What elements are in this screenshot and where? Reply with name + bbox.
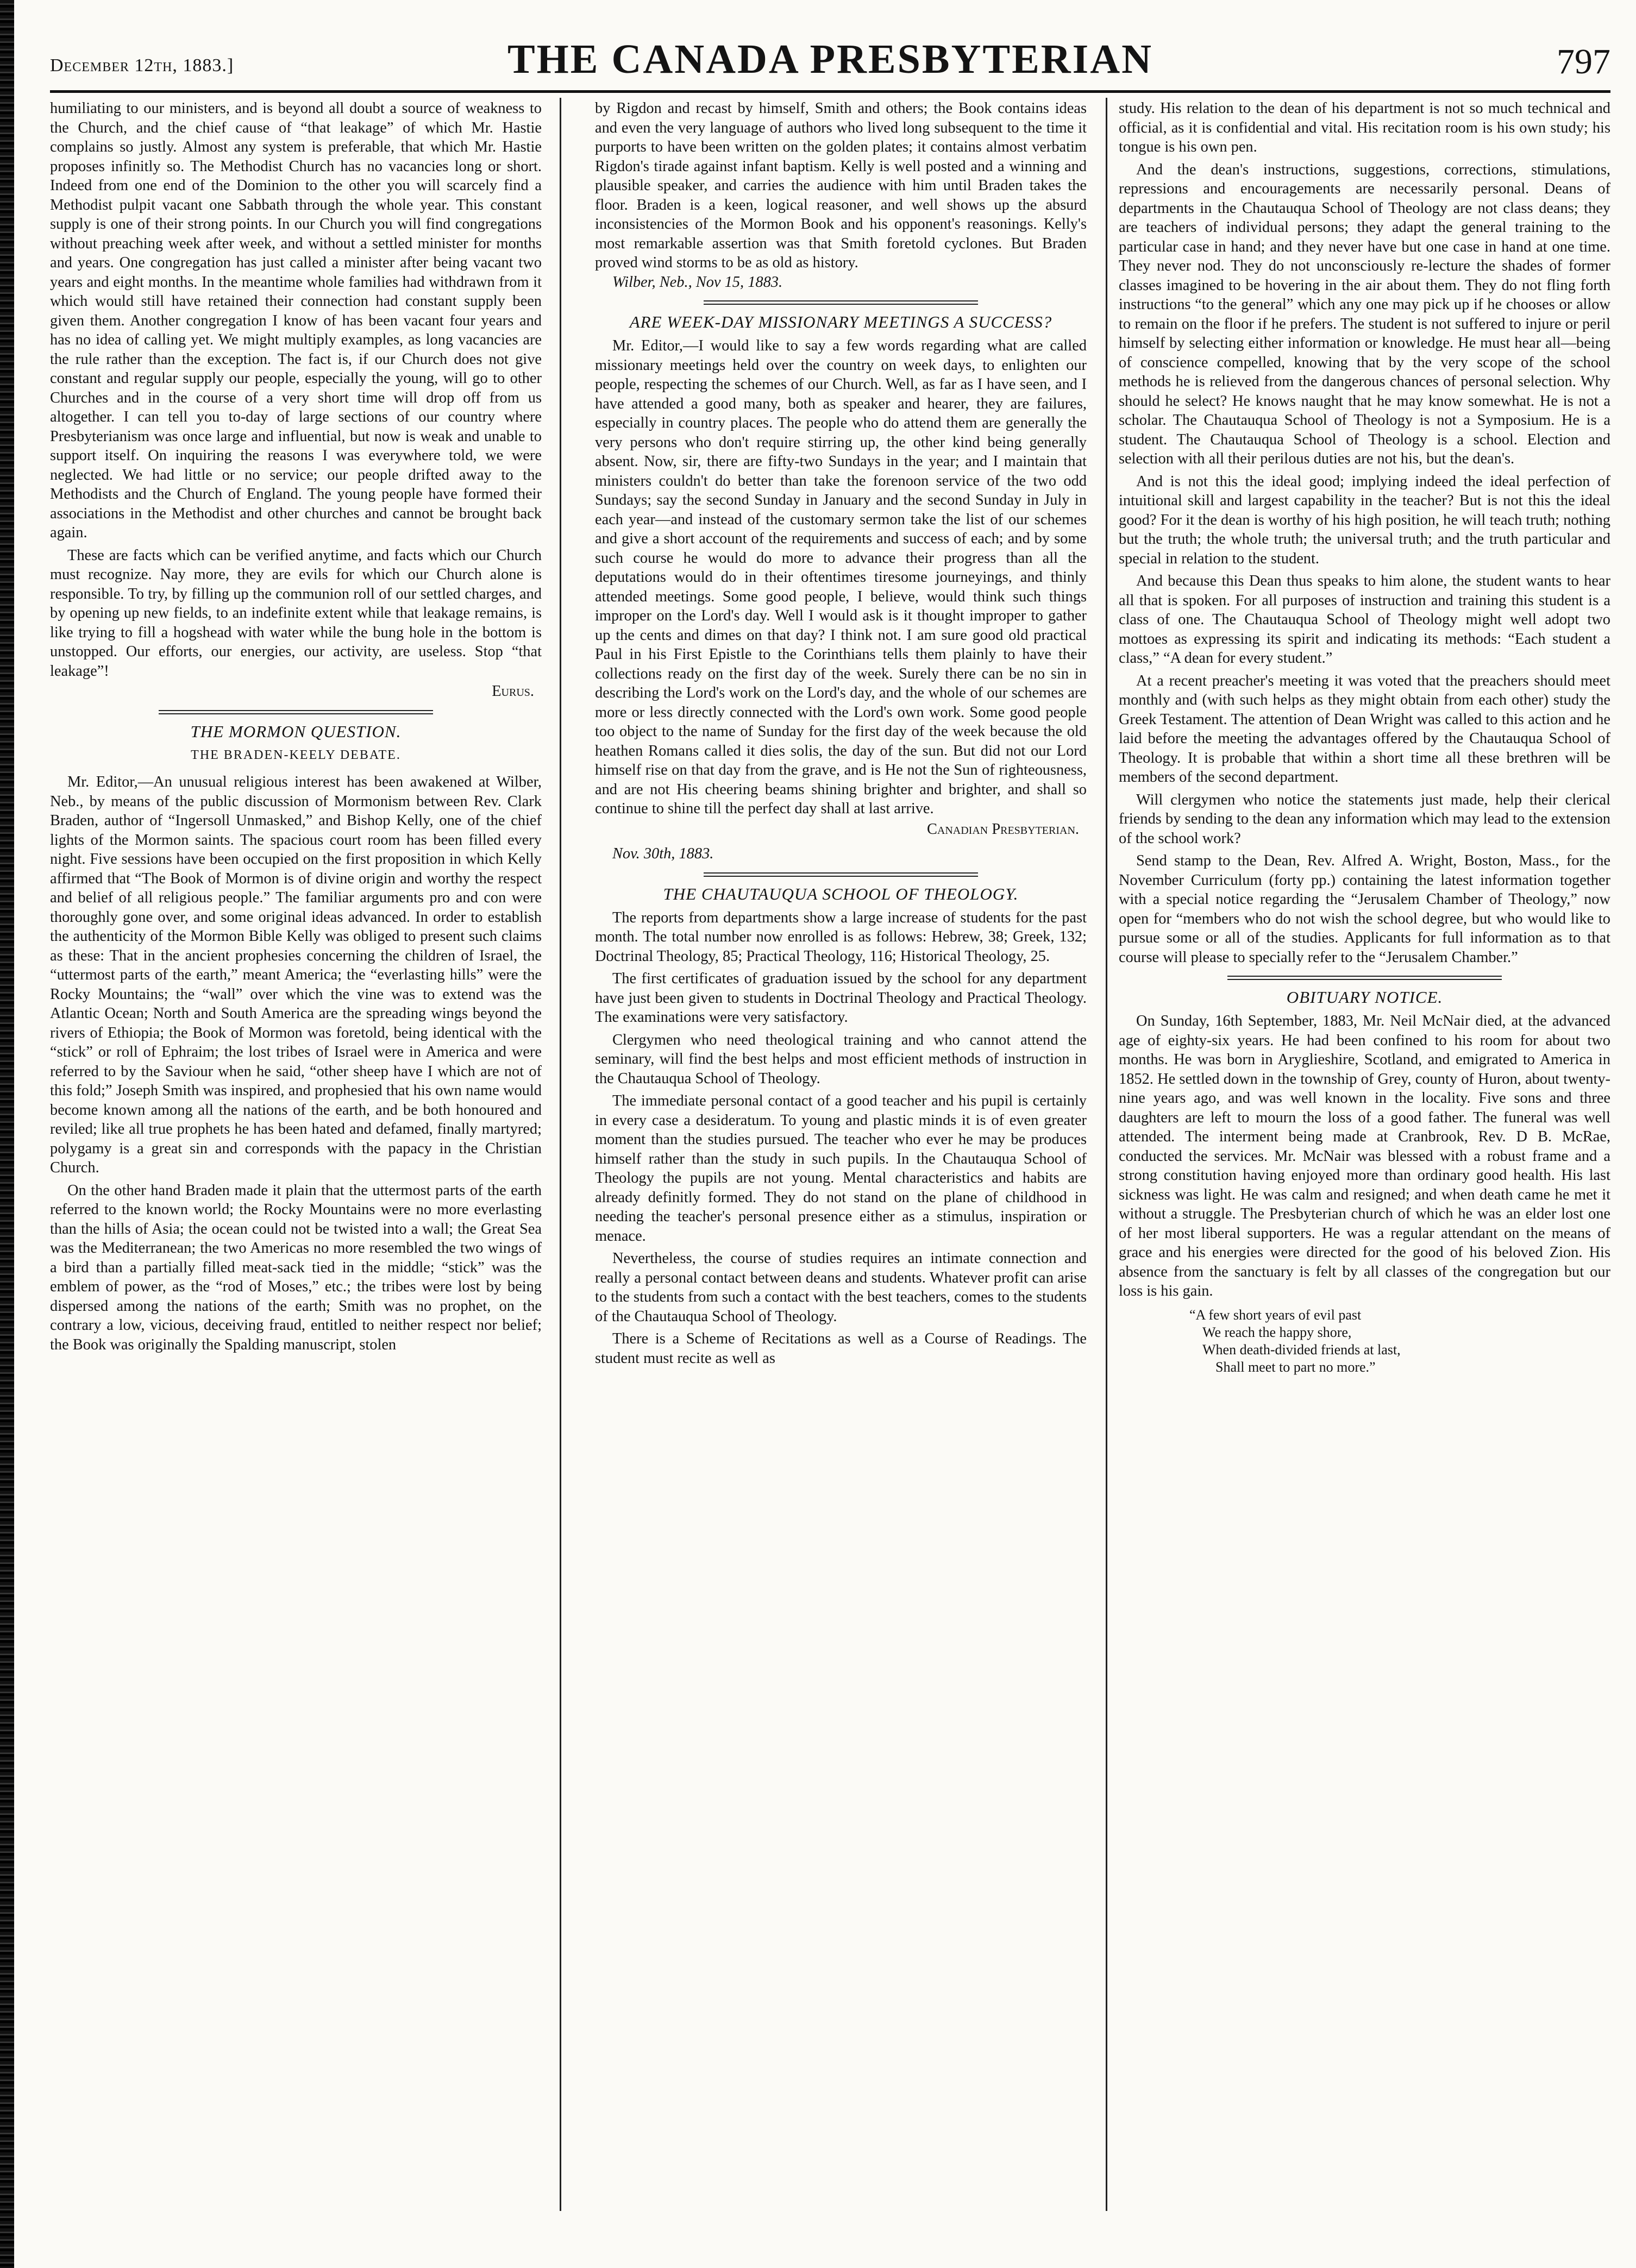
verse-line: We reach the happy shore, xyxy=(1202,1324,1352,1340)
letter-dateline: Wilber, Neb., Nov 15, 1883. xyxy=(612,273,783,291)
page-spine-edge xyxy=(0,0,14,2268)
body-paragraph: On Sunday, 16th September, 1883, Mr. Neil McNair died, at the advanced age of eighty-six years. He had been confined to his room for about two months. He was born in Aryglieshire, Scotland, and emigrated to America in 1852. He settled down in the township of Grey, county of Huron, about twenty-nine years ago, and was well known in the locality. Five sons and three daughters are left to mourn the loss of a good father. The funeral was well attended. The interment being made at Cranbrook, Rev. D B. McRae, conducted the services. Mr. McNair was blessed with a robust frame and a strong constitution having enjoyed more than ordinary good health. His last sickness was light. He was calm and resigned; and when death came he met it without a struggle. The Presbyterian church of which he was an elder lost one of her most liberal supporters. He was a regular attendant on the means of grace and his energies were directed for the good of his beloved Zion. His absence from the sanctuary is felt by all classes of the congregation but our loss is his gain. xyxy=(1119,1013,1610,1299)
section-divider xyxy=(704,300,978,305)
body-paragraph: Mr. Editor,—An unusual religious interest has been awakened at Wilber, Neb., by means of the public discussion of Mormonism between Rev. Clark Braden, author of “Ingersoll Unmasked,” and Bishop Kelly, one of the chief lights of the Mormon saints. The spacious court room has been filled every night. Five sessions have been occupied on the first proposition in which Kelly affirmed that “The Book of Mormon is of divine origin and worthy the respect and belief of all religious people.” The familiar arguments pro and con were thoroughly gone over, and some original ideas advanced. In order to establish the authenticity of the Mormon Bible Kelly was obliged to present such claims as these: That in the ancient prophesies concerning the children of Israel, the “uttermost parts of the earth,” meant America; the “everlasting hills” were the Rocky Mountains; the “wall” over which the vine was to extend was the Atlantic Ocean; North and South America are the spreading wings beyond the rivers of Ethiopia; the Book of Mormon was foretold, being identical with the “stick” or roll of Ephraim; the lost tribes of Israel were in America and were referred to by the Saviour when he said, “other sheep have I which are not of this fold;” Joseph Smith was inspired, and prophesied that his own name would become known among all the nations of the earth, and be both honoured and reviled; like all true prophets he has been hated and defamed, finally martyred; polygamy is a great sin and corresponds with the papacy in the Christian Church. xyxy=(50,774,542,1176)
issue-date: December 12th, 1883.] xyxy=(50,55,234,76)
section-divider xyxy=(704,872,978,877)
header-rule xyxy=(50,90,1610,93)
body-paragraph: And because this Dean thus speaks to him alone, the student wants to hear all that is spoken. For all purposes of instruction and training this student is a class of one. The Chautauqua School of Theology might well adopt two mottoes as expressing its spirit and indicating its methods: “Each student a class,” “A dean for every student.” xyxy=(1119,573,1610,667)
page-header xyxy=(50,32,1610,88)
letter-dateline: Nov. 30th, 1883. xyxy=(612,845,714,862)
body-paragraph: On the other hand Braden made it plain that the uttermost parts of the earth referred to the known world; the Rocky Mountains were no more everlasting than the hills of Asia; the ocean could not be twisted into a wall; the Great Sea was the Mediterranean; the two Americas no more resembled the two wings of a bird than a partially filled meat-sack tied in the middle; “stick” was the emblem of power, as the “rod of Moses,” etc.; the tribes were lost by being dispersed among the nations of the earth; Smith was no prophet, on the contrary a low, vicious, deceiving fraud, entitled to neither respect nor belief; the Book was originally the Spalding manuscript, stolen xyxy=(50,1182,542,1353)
article-title: THE CHAUTAUQUA SCHOOL OF THEOLOGY. xyxy=(663,884,1019,903)
article-title: ARE WEEK-DAY MISSIONARY MEETINGS A SUCCESS? xyxy=(629,312,1052,331)
closing-verse xyxy=(1189,1306,1610,1376)
body-paragraph: And the dean's instructions, suggestions, corrections, stimulations, repressions and encouragements are necessarily personal. Deans of departments in the Chautauqua School of Theology are not class deans; they are teachers of individual persons; they adapt the general training to the particular case in hand; and they never have but one case in hand at one time. They never nod. They do not unconsciously re-lecture the shades of former classes imagined to be hovering in the air about them. They do not fling forth instructions “to the general” which any one may pick up if he chooses or allow to remain on the floor if he prefers. The student is not suffered to injure or peril himself by selecting either information or knowledge. He must hear all—being of conscience compelled, knowing that by the very scope of the school methods he is relieved from the dangerous chances of personal selection. Why should he select? He knows naught that he may know somewhat. He is not a scholar. The Chautauqua School of Theology is not a Symposium. He is a student. The Chautauqua School of Theology is a school. Election and selection with all their perilous duties are not his, but the dean's. xyxy=(1119,161,1610,467)
letter-signature: Eurus. xyxy=(492,683,534,700)
column-3 xyxy=(1119,99,1610,1376)
letter-signature: Canadian Presbyterian. xyxy=(926,820,1079,838)
column-1 xyxy=(50,99,542,1354)
body-paragraph: Send stamp to the Dean, Rev. Alfred A. Wright, Boston, Mass., for the November Curriculum (forty pp.) containing the latest information together with a special notice regarding the “Jerusalem Chamber of Theology,” now open for “members who do not wish the school degree, but who would like to pursue some or all of the studies. Applicants for full information as to that course will please to specially refer to the “Jerusalem Chamber.” xyxy=(1119,852,1610,966)
verse-line: “A few short years of evil past xyxy=(1189,1306,1362,1323)
body-paragraph: humiliating to our ministers, and is beyond all doubt a source of weakness to the Church, and the chief cause of “that leakage” of which Mr. Hastie complains so justly. Almost any system is preferable, that which Mr. Hastie proposes infinitly so. The Methodist Church has no vacancies long or short. Indeed from one end of the Dominion to the other you will scarcely find a Methodist pulpit vacant one Sabbath through the whole year. This constant supply is one of their strong points. In our Church you will find congregations without preaching week after week, and without a settled minister for months and years. One congregation has just called a minister after being vacant two years and eight months. In the meantime whole families had withdrawn from it which would still have retained their connection had constant supply been given them. Another congregation I know of has been vacant four years and has no idea of calling yet. We might multiply examples, as long vacancies are the rule rather than the exception. The fact is, if our Church does not give constant and regular supply our people, especially the young, will go to other Churches and in the course of a very short time will drop off from us altogether. I can tell you to-day of large sections of our country where Presbyterianism was once large and influential, but now is weak and unable to support itself. On inquiring the reasons I was everywhere told, we were neglected. We had little or no service; our people drifted away to the Methodists and the Church of England. The young people have formed their associations in the Methodist and other churches and cannot be brought back again. xyxy=(50,100,542,541)
article-title: OBITUARY NOTICE. xyxy=(1286,988,1443,1007)
body-paragraph: The reports from departments show a large increase of students for the past month. The total number now enrolled is as follows: Hebrew, 38; Greek, 132; Doctrinal Theology, 85; Practical Theology, 116; Historical Theology, 25. xyxy=(595,909,1087,965)
body-paragraph: Will clergymen who notice the statements just made, help their clerical friends by sending to the dean any information which may lead to the extension of the school work? xyxy=(1119,791,1610,847)
verse-line: Shall meet to part no more.” xyxy=(1215,1359,1376,1375)
body-paragraph: The immediate personal contact of a good teacher and his pupil is certainly in every case a desideratum. To young and plastic minds it is of even greater moment than the studies pursued. The teacher who ever he may be produces himself rather than the study in such pupils. In the Chautauqua School of Theology the pupils are not young. Mental characteristics and habits are already definitly formed. They do not stand on the plane of childhood in needing the teacher's personal presence either as a stimulus, inspiration or menace. xyxy=(595,1092,1087,1245)
masthead-title: THE CANADA PRESBYTERIAN xyxy=(507,36,1154,82)
body-paragraph: Clergymen who need theological training and who cannot attend the seminary, will find the best helps and most efficient methods of instruction in the Chautauqua School of Theology. xyxy=(595,1031,1087,1087)
body-paragraph: Nevertheless, the course of studies requires an intimate connection and really a personal contact between deans and students. Whatever profit can arise to the students from such a contact with the best teachers, comes to the students of the Chautauqua School of Theology. xyxy=(595,1250,1087,1325)
body-paragraph: Mr. Editor,—I would like to say a few words regarding what are called missionary meetings held over the country on week days, to enlighten our people, respecting the schemes of our Church. Well, as far as I have seen, and I have attended a good many, both as speaker and hearer, they are failures, especially in country places. The people who do attend them are generally the very persons who don't require stirring up, the other kind being generally absent. Now, sir, there are fifty-two Sundays in the year; and I maintain that ministers couldn't do better than take the forenoon service of the two odd Sundays; say the second Sunday in January and the second Sunday in July in each year—and instead of the customary sermon take the list of our schemes and give a short account of the requirements and success of each; and by some such course he would do more to advance their progress than all the deputations would do in their oftentimes tiresome journeyings, and thinly attended meetings. Some good people, I believe, would think such things improper on the Lord's day. Well I would ask is it thought improper to gather up the cents and dimes on that day? I think not. I am sure good old practical Paul in his First Epistle to the Corinthians tells them plainly to have their collections ready on the first day of the week. Surely there can be no sin in describing the Lord's work on the Lord's day, and the whole of our schemes are more or less directly connected with the Lord's own work. Some good people too object to the name of Sunday for the first day of the week because the old heathen Romans called it dies solis, the day of the sun. But did not our Lord himself rise on that day from the grave, and is He not the Sun of righteousness, and are not His cheering beams shining brighter and brighter, and shall so continue to shine till the perfect day shall at last arrive. xyxy=(595,337,1087,817)
page-number: 797 xyxy=(1557,42,1610,81)
article-title: THE MORMON QUESTION. xyxy=(190,721,402,741)
column-divider xyxy=(560,98,561,2211)
column-2 xyxy=(595,99,1087,1368)
body-paragraph: These are facts which can be verified anytime, and facts which our Church must recognize. Nay more, they are evils for which our Church alone is responsible. To try, by filling up the communion roll of our settled charges, and by opening up new fields, to an indefinite extent while that leakage remains, is like trying to fill a hogshead with water while the bung hole in the bottom is unstopped. Our efforts, our energies, our activity, are useless. Stop “that leakage”! xyxy=(50,546,542,680)
body-paragraph: by Rigdon and recast by himself, Smith and others; the Book contains ideas and even the very language of authors who lived long subsequent to the time it purports to have been written on the golden plates; it contains almost verbatim Rigdon's tirade against infant baptism. Kelly is well posted and a winning and plausible speaker, and carries the audience with him until Braden takes the floor. Braden is a keen, logical reasoner, and well shows up the absurd inconsistencies of the Mormon Book and his opponent's reasonings. Kelly's most remarkable assertion was that Smith foretold cyclones. But Braden proved wind storms to be as old as history. xyxy=(595,100,1087,271)
body-paragraph: At a recent preacher's meeting it was voted that the preachers should meet monthly and (with such helps as they might obtain from each other) study the Greek Testament. The attention of Dean Wright was called to this action and he laid before the meeting the advantages offered by the Chautauqua School of Theology. It is probable that within a short time all these brethren will be members of the second department. xyxy=(1119,672,1610,786)
verse-line: When death-divided friends at last, xyxy=(1202,1341,1401,1358)
column-divider xyxy=(1106,98,1107,2211)
article-subtitle: THE BRADEN-KEELY DEBATE. xyxy=(191,747,401,762)
section-divider xyxy=(1227,976,1502,980)
body-paragraph: There is a Scheme of Recitations as well as a Course of Readings. The student must recite as well as xyxy=(595,1330,1087,1367)
body-paragraph: The first certificates of graduation issued by the school for any department have just been given to students in Doctrinal Theology and Practical Theology. The examinations were very satisfactory. xyxy=(595,970,1087,1026)
section-divider xyxy=(159,710,433,714)
body-paragraph: And is not this the ideal good; implying indeed the ideal perfection of intuitional skill and largest capability in the teacher? But is not this the ideal good? For it the dean is worthy of his high position, he will teach truth; nothing but the truth; the whole truth; the universal truth; and the truth particular and special in relation to the student. xyxy=(1119,473,1610,567)
body-paragraph: study. His relation to the dean of his department is not so much technical and official, as it is confidential and vital. His recitation room is his own study; his tongue is his own pen. xyxy=(1119,100,1610,155)
